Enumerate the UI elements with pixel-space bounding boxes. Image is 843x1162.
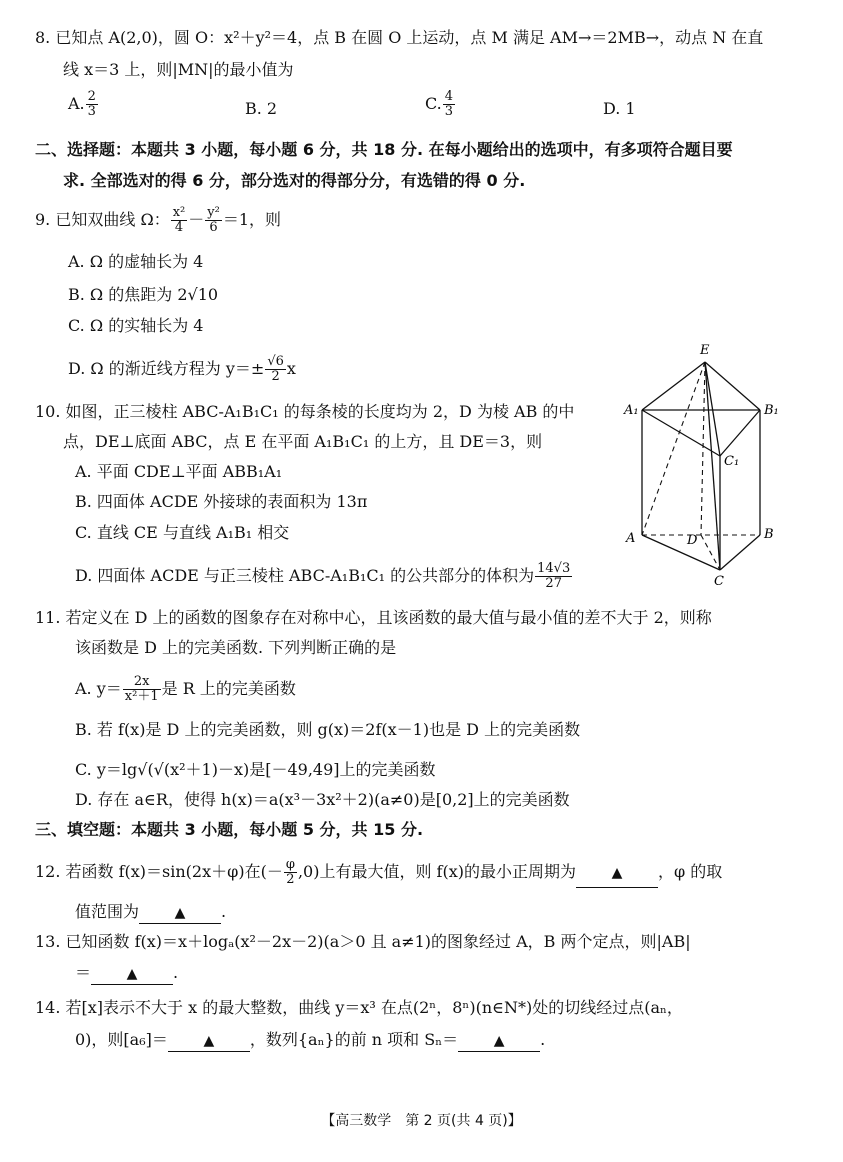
q10-option-d: D. 四面体 ACDE 与正三棱柱 ABC-A₁B₁C₁ 的公共部分的体积为 $\frac{14√3}{27}$: [75, 561, 571, 591]
q10-option-c: C. 直线 CE 与直线 A₁B₁ 相交: [75, 523, 290, 542]
q14-stem-line2: 0)，则[a₆]＝ ▲ ，数列{aₙ}的前 n 项和 Sₙ＝ ▲ .: [75, 1030, 545, 1052]
label-D: D: [687, 533, 698, 548]
page-footer: 【高三数学 第 2 页(共 4 页)】: [321, 1113, 522, 1129]
q14-stem-line1: 14. 若[x]表示不大于 x 的最大整数，曲线 y＝x³ 在点(2ⁿ，8ⁿ)(n∈N*)处的切线经过点(aₙ，: [35, 998, 683, 1017]
q13-blank-ab[interactable]: ▲: [91, 963, 173, 985]
q8-stem-line2: 线 x＝3 上，则|MN|的最小值为: [63, 60, 294, 79]
q12-stem-line1: 12. 若函数 f(x)＝sin(2x＋φ)在(－ $\frac{\varphi}{2}$ ,0)上有最大值，则 f(x)的最小正周期为 ▲ ，φ 的取: [35, 857, 723, 887]
q12-stem-line2: 值范围为 ▲ .: [75, 902, 226, 924]
section3-header: 三、填空题：本题共 3 小题，每小题 5 分，共 15 分.: [35, 820, 424, 839]
q11-stem-line1: 11. 若定义在 D 上的函数的图象存在对称中心，且该函数的最大值与最小值的差不大于 2，则称: [35, 608, 712, 627]
q8-option-a: A. $\frac{2}{3}$: [68, 89, 96, 119]
q12-blank-period[interactable]: ▲: [576, 858, 658, 888]
label-E: E: [700, 343, 710, 358]
section2-header-line1: 二、选择题：本题共 3 小题，每小题 6 分，共 18 分. 在每小题给出的选项中，有多项符合题目要: [35, 140, 733, 159]
q11-option-a: A. y＝ $\frac{2x}{\text{x²＋1}}$ 是 R 上的完美函数: [75, 674, 296, 704]
q8-option-b: B. 2: [245, 99, 278, 118]
q9-stem: 9. 已知双曲线 Ω： $\frac{\text{x²}}{4}$ － $\frac{\text{y²}}{6}$ ＝1，则: [35, 205, 282, 235]
q8-option-d: D. 1: [603, 99, 636, 118]
label-A1: A₁: [624, 403, 639, 418]
q11-option-c: C. y＝lg√(√(x²＋1)－x)是[－49,49]上的完美函数: [75, 760, 436, 779]
label-C1: C₁: [724, 454, 740, 469]
q13-stem-line2: ＝ ▲ .: [75, 963, 178, 985]
q10-stem-line2: 点，DE⊥底面 ABC，点 E 在平面 A₁B₁C₁ 的上方，且 DE＝3，则: [63, 432, 543, 451]
label-C: C: [714, 574, 724, 589]
q11-option-d: D. 存在 a∈R，使得 h(x)＝a(x³－3x²＋2)(a≠0)是[0,2]上的完美函数: [75, 790, 570, 809]
q10-option-a: A. 平面 CDE⊥平面 ABB₁A₁: [75, 462, 283, 481]
q8-option-c: C. $\frac{4}{3}$: [425, 89, 454, 119]
label-B: B: [764, 527, 774, 542]
q8-stem-line1: 8. 已知点 A(2,0)，圆 O：x²＋y²＝4，点 B 在圆 O 上运动，点 M 满足 AM→＝2MB→，动点 N 在直: [35, 28, 764, 47]
q13-stem-line1: 13. 已知函数 f(x)＝x＋logₐ(x²－2x－2)(a＞0 且 a≠1)的图象经过 A，B 两个定点，则|AB|: [35, 932, 691, 951]
q11-option-b: B. 若 f(x)是 D 上的完美函数，则 g(x)＝2f(x－1)也是 D 上的完美函数: [75, 720, 581, 739]
q10-option-b: B. 四面体 ACDE 外接球的表面积为 13π: [75, 492, 368, 511]
q11-stem-line2: 该函数是 D 上的完美函数. 下列判断正确的是: [75, 638, 397, 657]
q10-stem-line1: 10. 如图，正三棱柱 ABC-A₁B₁C₁ 的每条棱的长度均为 2，D 为棱 AB 的中: [35, 402, 575, 421]
q14-blank-sn[interactable]: ▲: [458, 1030, 540, 1052]
q9-option-c: C. Ω 的实轴长为 4: [68, 316, 204, 335]
q12-blank-phi-range[interactable]: ▲: [139, 902, 221, 924]
q9-option-d: D. Ω 的渐近线方程为 y＝± $\frac{√6}{2}$ x: [68, 354, 296, 384]
label-A: A: [626, 531, 636, 546]
prism-figure: [620, 340, 790, 590]
label-B1: B₁: [764, 403, 779, 418]
q14-blank-a6[interactable]: ▲: [168, 1030, 250, 1052]
q9-option-b: B. Ω 的焦距为 2√10: [68, 285, 219, 304]
q9-option-a: A. Ω 的虚轴长为 4: [68, 252, 204, 271]
section2-header-line2: 求. 全部选对的得 6 分，部分选对的得部分分，有选错的得 0 分.: [63, 171, 526, 190]
